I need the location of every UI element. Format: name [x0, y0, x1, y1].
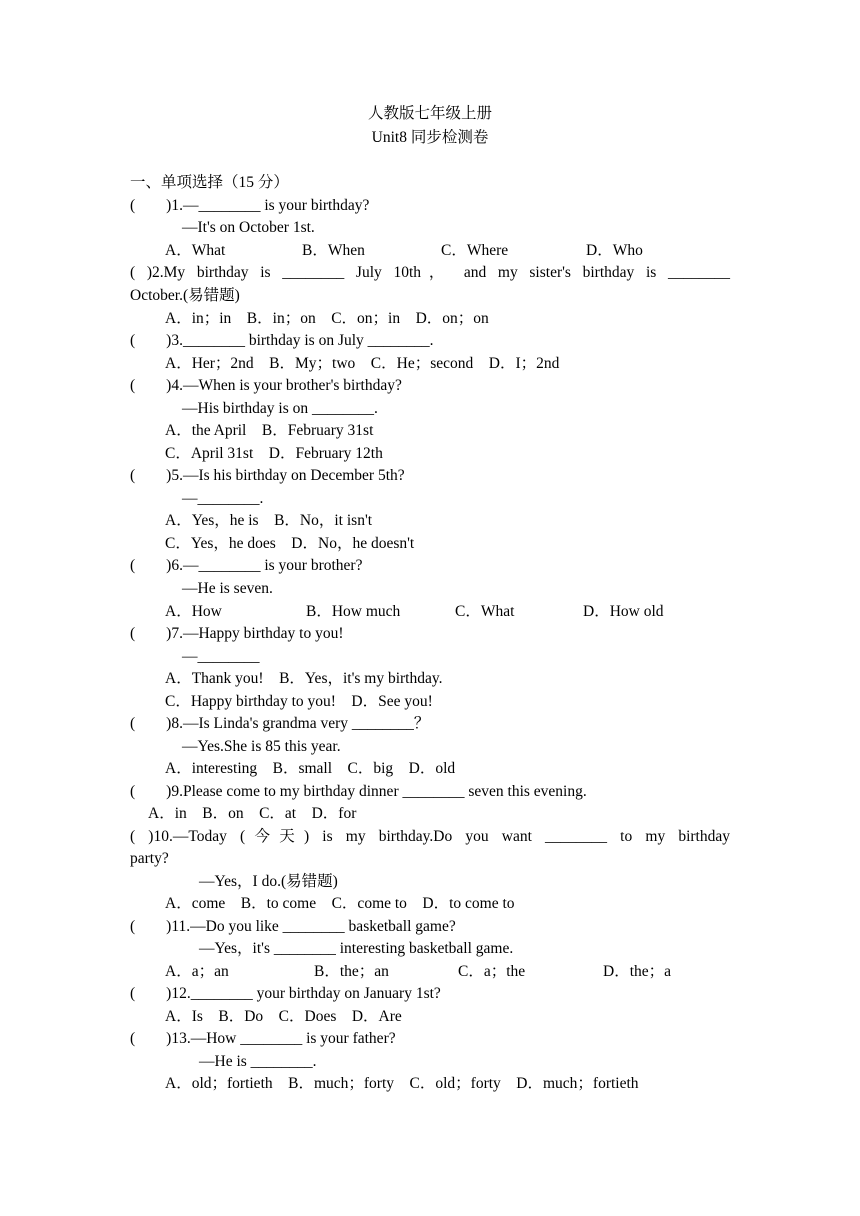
question-8-stem: ( )8.—Is Linda's grandma very ________？	[130, 715, 430, 732]
question-7-options-ab: A．Thank you! B．Yes，it's my birthday.	[165, 670, 443, 687]
question-1-option-a: A．What	[165, 242, 226, 259]
question-4-options-cd: C．April 31st D．February 12th	[165, 445, 383, 462]
question-11-option-c: C．a；the	[458, 963, 526, 980]
question-4-stem: ( )4.—When is your brother's birthday?	[130, 377, 402, 394]
question-2-stem: ( )2.My birthday is ________ July 10th， and my sister's birthday is ________	[130, 264, 730, 281]
question-1-stem: ( )1.—________ is your birthday?	[130, 197, 370, 214]
question-3-stem: ( )3.________ birthday is on July ________.	[130, 332, 434, 349]
question-10-options: A．come B．to come C．come to D．to come to	[165, 895, 515, 912]
question-7-reply: —________	[182, 648, 260, 665]
question-10-reply: —Yes，I do.(易错题)	[199, 873, 338, 890]
question-6-stem: ( )6.—________ is your brother?	[130, 557, 363, 574]
question-11-stem: ( )11.—Do you like ________ basketball game?	[130, 918, 456, 935]
question-8-options: A．interesting B．small C．big D．old	[165, 760, 456, 777]
section-heading: 一、单项选择（15 分）	[130, 174, 289, 191]
question-10-stem-continued: party?	[130, 850, 169, 867]
question-11-option-a: A．a；an	[165, 963, 229, 980]
question-6-option-a: A．How	[165, 603, 222, 620]
page-subtitle: Unit8 同步检测卷	[371, 129, 489, 146]
question-5-options-ab: A．Yes，he is B．No，it isn't	[165, 512, 373, 529]
question-2-options: A．in；in B．in；on C．on；in D．on；on	[165, 310, 489, 327]
question-1-option-d: D．Who	[586, 242, 643, 259]
question-12-options: A．Is B．Do C．Does D．Are	[165, 1008, 402, 1025]
question-8-reply: —Yes.She is 85 this year.	[182, 738, 341, 755]
question-1-reply: —It's on October 1st.	[182, 219, 315, 236]
question-4-options-ab: A．the April B．February 31st	[165, 422, 374, 439]
question-1-option-b: B．When	[302, 242, 365, 259]
question-9-options: A．in B．on C．at D．for	[148, 805, 357, 822]
question-6-option-d: D．How old	[583, 603, 664, 620]
question-9-stem: ( )9.Please come to my birthday dinner ________ seven this evening.	[130, 783, 587, 800]
question-5-stem: ( )5.—Is his birthday on December 5th?	[130, 467, 405, 484]
page-title: 人教版七年级上册	[367, 105, 492, 122]
question-2-stem-continued: October.(易错题)	[130, 287, 240, 304]
question-12-stem: ( )12.________ your birthday on January 1st?	[130, 985, 441, 1002]
question-10-stem: ( )10.—Today (今天) is my birthday.Do you want ________ to my birthday	[130, 828, 730, 845]
question-6-option-c: C．What	[455, 603, 515, 620]
question-3-options: A．Her；2nd B．My；two C．He；second D．I；2nd	[165, 355, 560, 372]
question-13-reply: —He is ________.	[199, 1053, 317, 1070]
question-11-reply: —Yes，it's ________ interesting basketball game.	[199, 940, 514, 957]
question-11-option-d: D．the；a	[603, 963, 672, 980]
question-13-stem: ( )13.—How ________ is your father?	[130, 1030, 396, 1047]
question-1-option-c: C．Where	[441, 242, 509, 259]
question-7-stem: ( )7.—Happy birthday to you!	[130, 625, 344, 642]
question-5-reply: —________.	[182, 490, 264, 507]
question-7-options-cd: C．Happy birthday to you! D．See you!	[165, 693, 433, 710]
question-11-option-b: B．the；an	[314, 963, 389, 980]
question-6-option-b: B．How much	[306, 603, 401, 620]
question-5-options-cd: C．Yes，he does D．No，he doesn't	[165, 535, 415, 552]
question-4-reply: —His birthday is on ________.	[182, 400, 378, 417]
question-13-options: A．old；fortieth B．much；forty C．old；forty D．much；fortieth	[165, 1075, 639, 1092]
question-6-reply: —He is seven.	[182, 580, 273, 597]
